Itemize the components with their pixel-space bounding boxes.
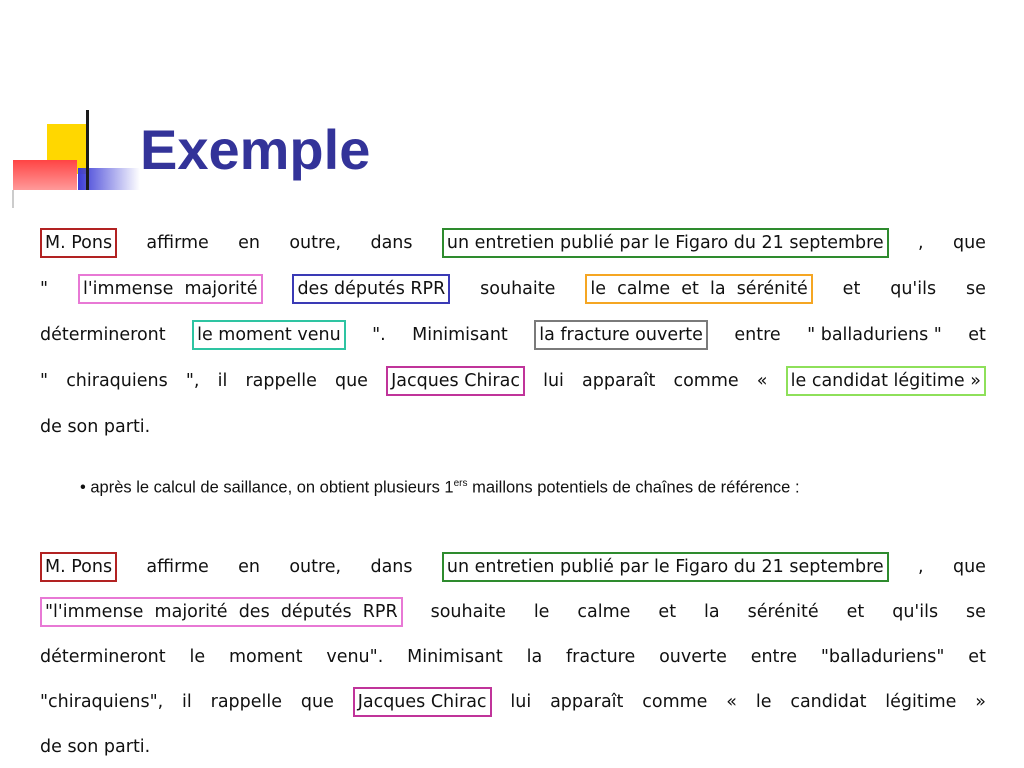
bullet-text-after: maillons potentiels de chaînes de référence : [467, 478, 800, 497]
text-word: détermineront [40, 325, 166, 345]
text-word: le [755, 692, 772, 712]
text-word: se [966, 602, 986, 622]
text-word: apparaît [582, 371, 656, 391]
text-line [40, 366, 986, 396]
text-word: sérénité [747, 602, 819, 622]
text-word: « [756, 371, 768, 391]
text-word: en [238, 557, 260, 577]
text-word: dans [370, 557, 413, 577]
text-word: entre [734, 325, 781, 345]
bullet-marker: • [80, 478, 86, 497]
text-word: Minimisant [407, 647, 503, 667]
text-word: en [238, 233, 260, 253]
text-word: « [726, 692, 737, 712]
text-word: le [189, 647, 206, 667]
bullet-point [80, 478, 800, 498]
highlighted-mention-red: M. Pons [40, 552, 117, 582]
text-word: et [968, 325, 986, 345]
highlighted-mention-magenta: Jacques Chirac [353, 687, 492, 717]
text-word: et [968, 647, 986, 667]
text-word: venu". [326, 647, 384, 667]
annotated-paragraph-1 [40, 228, 986, 448]
text-word: moment [228, 647, 303, 667]
decorative-vertical-line [86, 110, 89, 190]
highlighted-mention-orange: le calme et la sérénité [585, 274, 812, 304]
bullet-text-before: après le calcul de saillance, on obtient plusieurs 1 [90, 478, 454, 497]
highlighted-mention-lime: le candidat légitime » [786, 366, 986, 396]
text-word: et [658, 602, 677, 622]
text-word: de son parti. [40, 417, 151, 437]
highlighted-mention-red: M. Pons [40, 228, 117, 258]
text-word: détermineront [40, 647, 166, 667]
text-word: il [182, 692, 192, 712]
decorative-red-square [13, 160, 77, 190]
slide-title: Exemple [140, 118, 371, 181]
text-word: que [300, 692, 334, 712]
text-word: la [704, 602, 720, 622]
text-word: lui [543, 371, 564, 391]
text-line [40, 642, 986, 672]
highlighted-mention-magenta: Jacques Chirac [386, 366, 525, 396]
text-word: que [334, 371, 368, 391]
text-word: " [40, 371, 49, 391]
text-word: entre [750, 647, 797, 667]
text-word: comme [642, 692, 708, 712]
text-line [40, 597, 986, 627]
highlighted-mention-pink: "l'immense majorité des députés RPR [40, 597, 403, 627]
text-word: affirme [146, 233, 209, 253]
text-word: ". [372, 325, 386, 345]
text-word: apparaît [550, 692, 624, 712]
text-word: » [975, 692, 986, 712]
text-word: , [918, 233, 924, 253]
text-word: comme [673, 371, 739, 391]
text-word: et [842, 279, 861, 299]
text-word: " [40, 279, 49, 299]
text-word: la [526, 647, 543, 667]
text-word: calme [577, 602, 631, 622]
text-word: qu'ils [892, 602, 939, 622]
text-line [40, 552, 986, 582]
text-line [40, 687, 986, 717]
text-word: se [966, 279, 986, 299]
text-word: qu'ils [890, 279, 937, 299]
text-word: candidat [790, 692, 867, 712]
text-word: " balladuriens " [807, 325, 942, 345]
text-word: affirme [146, 557, 209, 577]
text-word: que [952, 557, 986, 577]
text-word: légitime [885, 692, 957, 712]
text-word: rappelle [210, 692, 283, 712]
text-word: ", [185, 371, 200, 391]
text-line [40, 274, 986, 304]
text-line [40, 228, 986, 258]
annotated-paragraph-2 [40, 552, 986, 767]
highlighted-mention-green: un entretien publié par le Figaro du 21 septembre [442, 552, 889, 582]
text-word: chiraquiens [66, 371, 168, 391]
text-word: fracture [566, 647, 636, 667]
highlighted-mention-gray: la fracture ouverte [534, 320, 708, 350]
text-word: souhaite [430, 602, 506, 622]
text-line [40, 412, 986, 442]
text-word: de son parti. [40, 737, 151, 757]
text-word: Minimisant [412, 325, 508, 345]
text-word: ouverte [659, 647, 727, 667]
highlighted-mention-pink: l'immense majorité [78, 274, 263, 304]
text-word: outre, [289, 557, 342, 577]
text-word: et [846, 602, 865, 622]
text-word: outre, [289, 233, 342, 253]
decorative-faint-line [12, 190, 14, 208]
highlighted-mention-teal: le moment venu [192, 320, 346, 350]
text-word: "balladuriens" [820, 647, 945, 667]
text-line [40, 732, 986, 762]
highlighted-mention-blue: des députés RPR [292, 274, 450, 304]
text-word: que [952, 233, 986, 253]
text-word: il [217, 371, 228, 391]
text-word: rappelle [245, 371, 317, 391]
highlighted-mention-green: un entretien publié par le Figaro du 21 septembre [442, 228, 889, 258]
text-word: dans [370, 233, 413, 253]
text-word: souhaite [480, 279, 556, 299]
text-line [40, 320, 986, 350]
text-word: le [533, 602, 550, 622]
text-word: , [918, 557, 924, 577]
text-word: lui [510, 692, 532, 712]
bullet-superscript: ers [453, 478, 468, 489]
text-word: "chiraquiens", [40, 692, 164, 712]
